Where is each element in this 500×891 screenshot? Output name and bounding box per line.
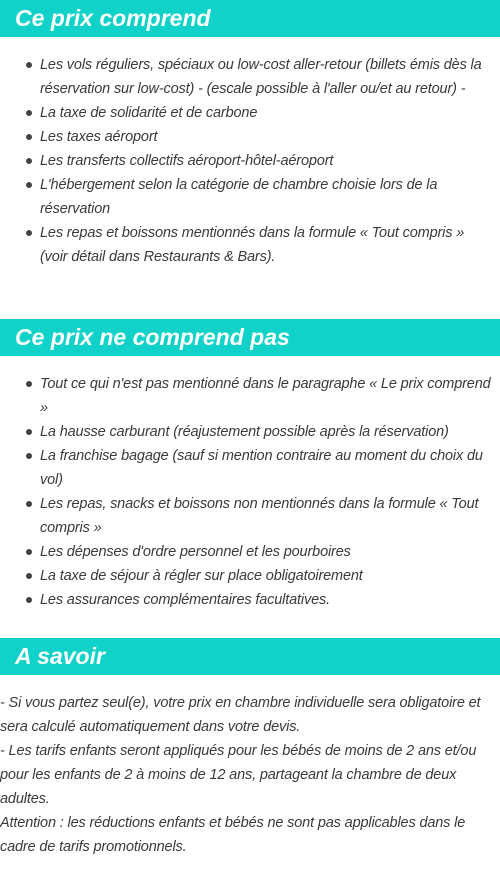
a-savoir-paragraph: - Si vous partez seul(e), votre prix en chambre individuelle sera obligatoire et sera calculé automatiquement dans votre devis. xyxy=(0,695,481,735)
a-savoir-paragraph: Attention : les réductions enfants et bébés ne sont pas applicables dans le cadre de tarifs promotionnels. xyxy=(0,815,466,855)
list-item: Les dépenses d'ordre personnel et les pourboires xyxy=(0,540,500,564)
list-prix-ne-comprend-pas xyxy=(0,372,500,612)
list-item: La franchise bagage (sauf si mention contraire au moment du choix du vol) xyxy=(0,444,500,492)
list-item: Les repas, snacks et boissons non mentionnés dans la formule « Tout compris » xyxy=(0,492,500,540)
list-item: La hausse carburant (réajustement possible après la réservation) xyxy=(0,420,500,444)
list-item: Les taxes aéroport xyxy=(0,125,500,149)
a-savoir-paragraph: - Les tarifs enfants seront appliqués pour les bébés de moins de 2 ans et/ou pour les enfants de 2 à moins de 12 ans, partageant la chambre de deux adultes. xyxy=(0,743,477,807)
section-title-ne-comprend-pas: Ce prix ne comprend pas xyxy=(15,324,290,350)
list-item: L'hébergement selon la catégorie de chambre choisie lors de la réservation xyxy=(0,173,500,221)
section-header-ne-comprend-pas xyxy=(0,319,500,356)
section-title-comprend: Ce prix comprend xyxy=(15,5,211,31)
list-item: Tout ce qui n'est pas mentionné dans le paragraphe « Le prix comprend » xyxy=(0,372,500,420)
list-item: Les assurances complémentaires facultatives. xyxy=(0,588,500,612)
section-header-comprend xyxy=(0,0,500,37)
list-item: La taxe de séjour à régler sur place obligatoirement xyxy=(0,564,500,588)
list-prix-comprend xyxy=(0,53,500,269)
section-title-a-savoir: A savoir xyxy=(15,643,105,669)
list-item: La taxe de solidarité et de carbone xyxy=(0,101,500,125)
list-item: Les vols réguliers, spéciaux ou low-cost aller-retour (billets émis dès la réservation sur low-cost) - (escale possible à l'aller ou/et au retour) - xyxy=(0,53,500,101)
section-header-a-savoir xyxy=(0,638,500,675)
list-item: Les transferts collectifs aéroport-hôtel-aéroport xyxy=(0,149,500,173)
a-savoir-text xyxy=(0,691,500,859)
list-item: Les repas et boissons mentionnés dans la formule « Tout compris » (voir détail dans Restaurants & Bars). xyxy=(0,221,500,269)
